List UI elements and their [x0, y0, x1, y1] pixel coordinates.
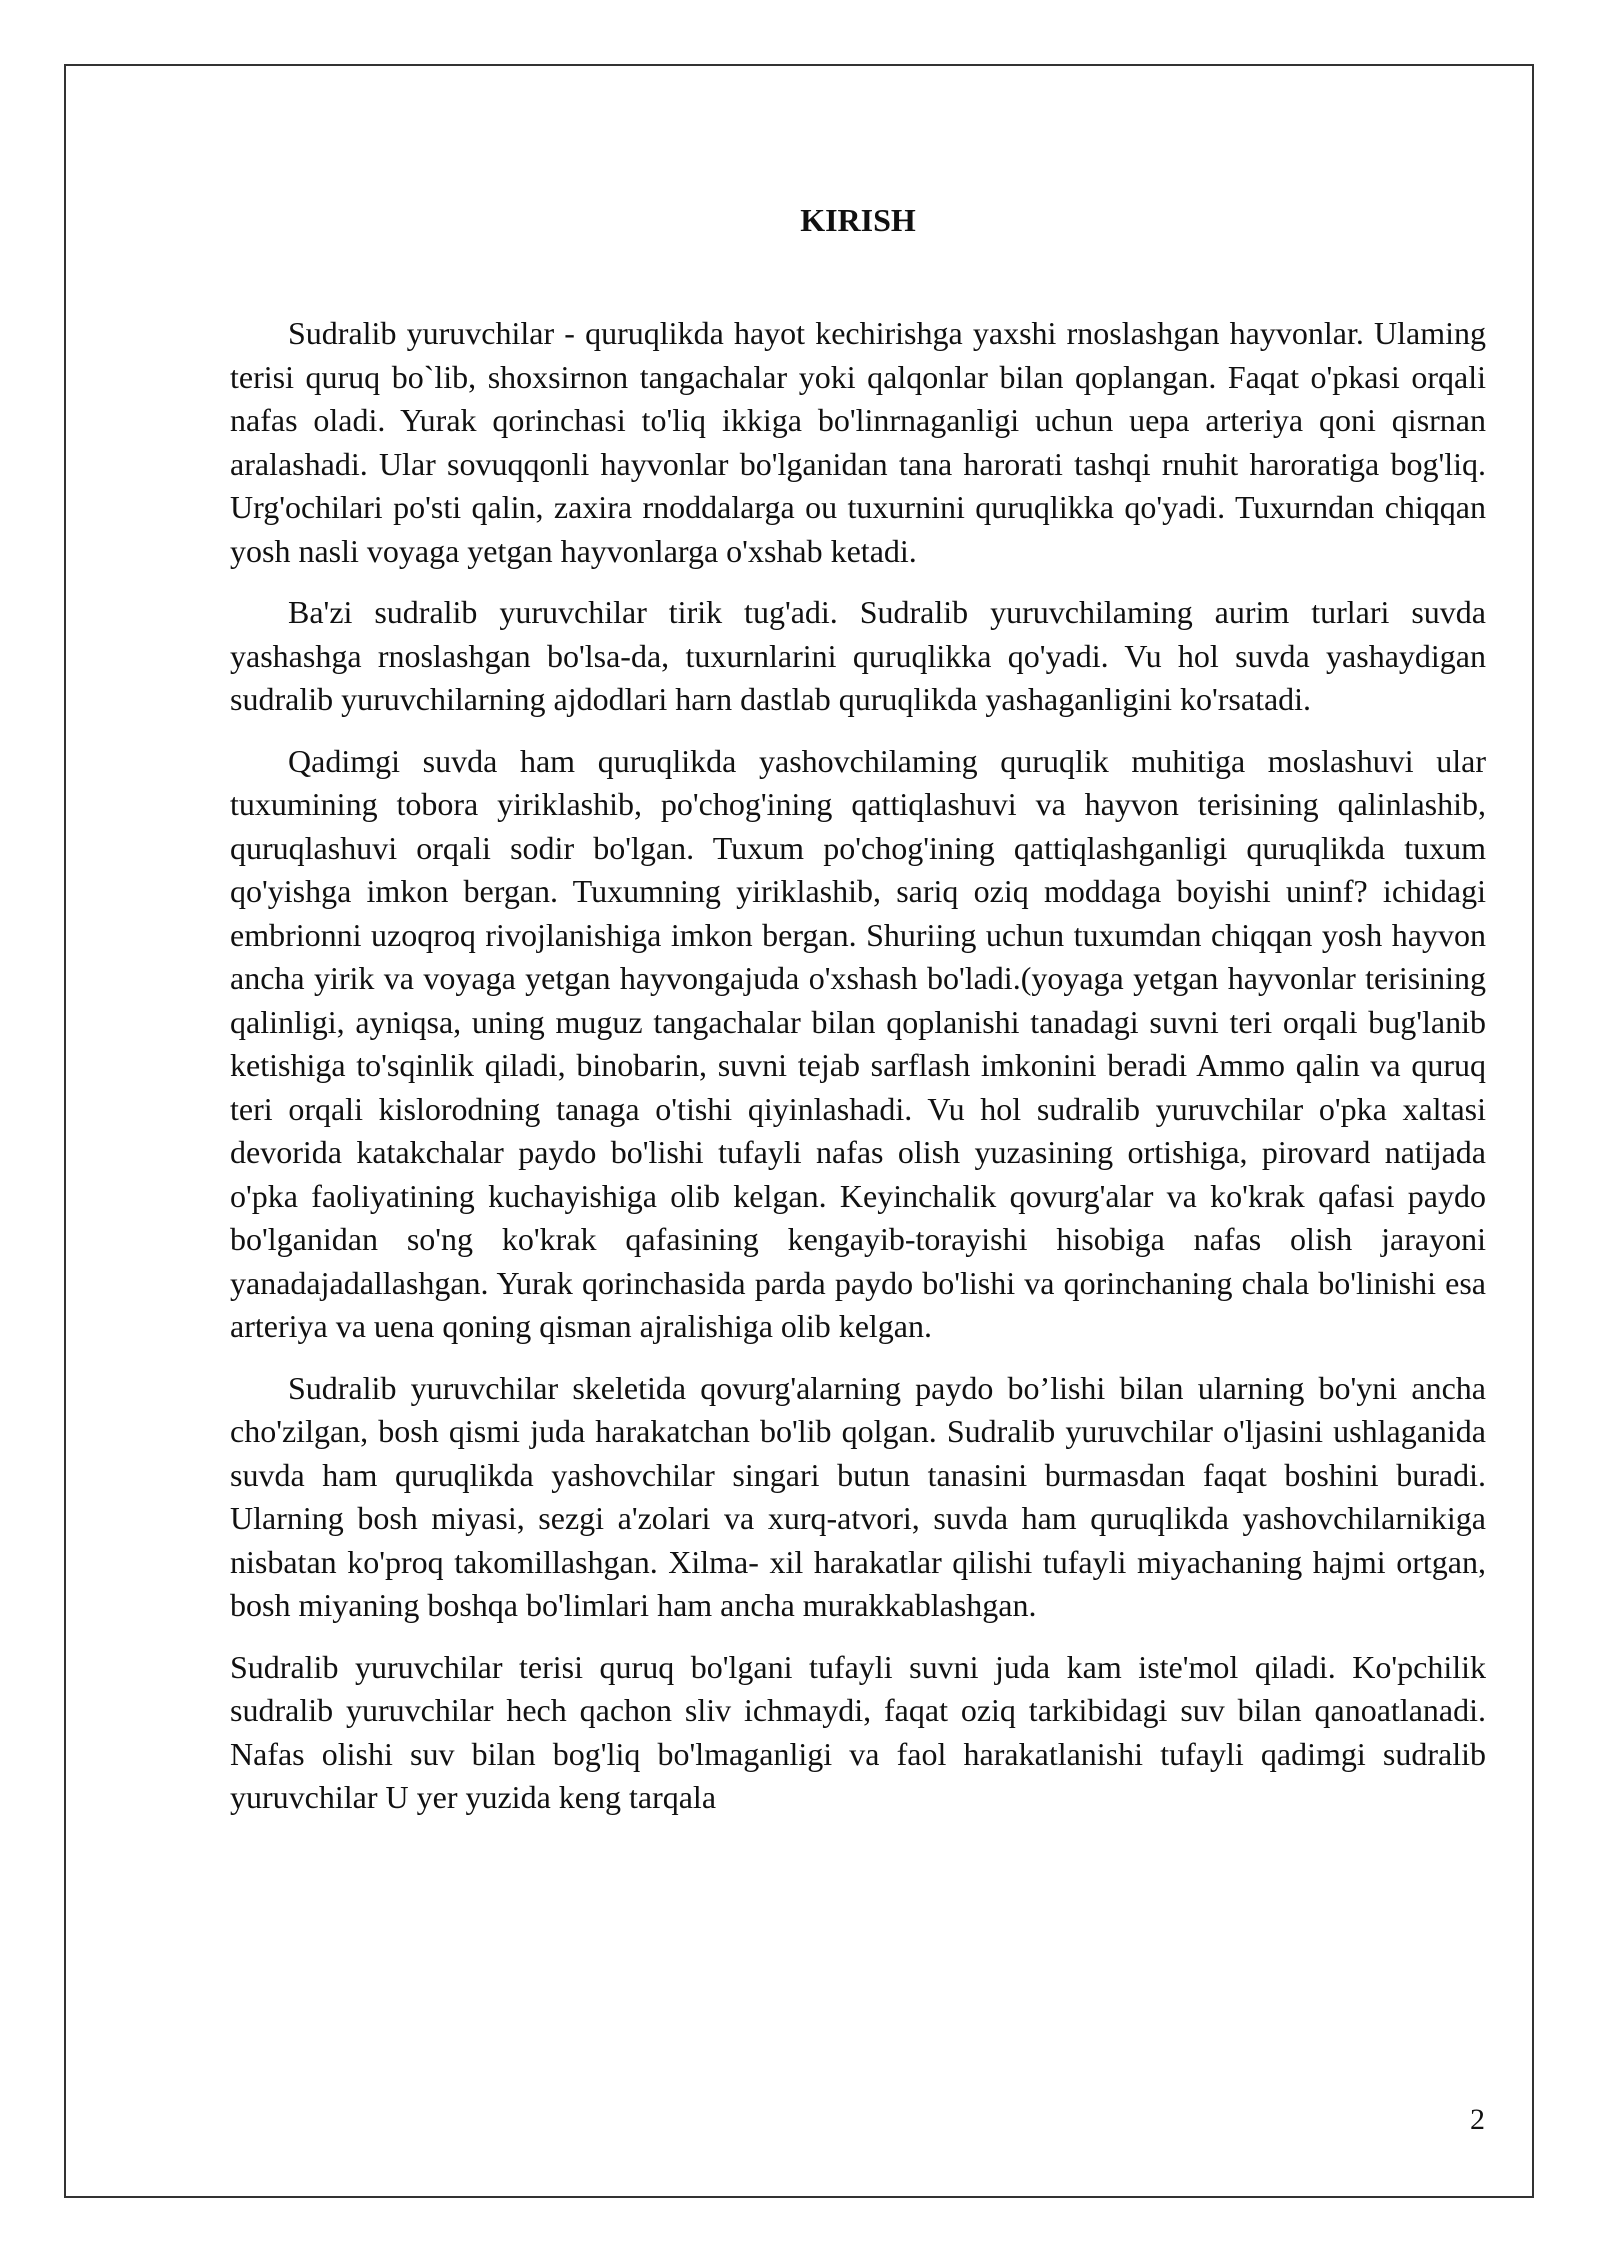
document-body — [230, 200, 1486, 1838]
paragraph-4: Sudralib yuruvchilar skeletida qovurg'alarning paydo bo’lishi bilan ularning bo'yni ancha cho'zilgan, bosh qismi juda harakatchan bo'lib qolgan. Sudralib yuruvchilar o'ljasini ushlaganida suvda ham quruqlikda yashovchilar singari butun tanasini burmasdan faqat boshini buradi. Ularning bosh miyasi, sezgi a'zolari va xurq-atvori, suvda ham quruqlikda yashovchilarnikiga nisbatan ko'proq takomillashgan. Xilma- xil harakatlar qilishi tufayli miyachaning hajmi ortgan, bosh miyaning boshqa bo'limlari ham ancha murakkablashgan. — [230, 1369, 1486, 1623]
page-title: KIRISH — [800, 202, 916, 238]
paragraph-3: Qadimgi suvda ham quruqlikda yashovchilaming quruqlik muhitiga moslashuvi ular tuxumining tobora yiriklashib, po'chog'ining qattiqlashuvi va hayvon terisining qalinlashib, quruqlashuvi orqali sodir bo'lgan. Tuxum po'chog'ining qattiqlashganligi quruqlikda tuxum qo'yishga imkon bergan. Tuxumning yiriklashib, sariq oziq moddaga boyishi uninf? ichidagi embrionni uzoqroq rivojlanishiga imkon bergan. Shuriing uchun tuxumdan chiqqan yosh hayvon ancha yirik va voyaga yetgan hayvongajuda o'xshash bo'ladi.(yoyaga yetgan hayvonlar terisining qalinligi, ayniqsa, uning muguz tangachalar bilan qoplanishi tanadagi suvni teri orqali bug'lanib ketishiga to'sqinlik qiladi, binobarin, suvni tejab sarflash imkonini beradi Ammo qalin va quruq teri orqali kislorodning tanaga o'tishi qiyinlashadi. Vu hol sudralib yuruvchilar o'pka xaltasi devorida katakchalar paydo bo'lishi tufayli nafas olish yuzasining ortishiga, pirovard natijada o'pka faoliyatining kuchayishiga olib kelgan. Keyinchalik qovurg'alar va ko'krak qafasi paydo bo'lganidan so'ng ko'krak qafasining kengayib-torayishi hisobiga nafas olish jarayoni yanadajadallashgan. Yurak qorinchasida parda paydo bo'lishi va qorinchaning chala bo'linishi esa arteriya va uena qoning qisman ajralishiga olib kelgan. — [230, 742, 1486, 1344]
page-number: 2 — [1470, 2103, 1485, 2136]
paragraph-5: Sudralib yuruvchilar terisi quruq bo'lgani tufayli suvni juda kam iste'mol qiladi. Ko'pchilik sudralib yuruvchilar hech qachon sliv ichmaydi, faqat oziq tarkibidagi suv bilan qanoatlanadi. Nafas olishi suv bilan bog'liq bo'lmaganligi va faol harakatlanishi tufayli qadimgi sudralib yuruvchilar U yer yuzida keng tarqala — [230, 1648, 1486, 1815]
paragraph-1: Sudralib yuruvchilar - quruqlikda hayot kechirishga yaxshi rnoslashgan hayvonlar. Ulaming terisi quruq bo`lib, shoxsirnon tangachalar yoki qalqonlar bilan qoplangan. Faqat o'pkasi orqali nafas oladi. Yurak qorinchasi to'liq ikkiga bo'linrnaganligi uchun uepa arteriya qoni qisrnan aralashadi. Ular sovuqqonli hayvonlar bo'lganidan tana harorati tashqi rnuhit haroratiga bog'liq. Urg'ochilari po'sti qalin, zaxira rnoddalarga ou tuxurnini quruqlikka qo'yadi. Tuxurndan chiqqan yosh nasli voyaga yetgan hayvonlarga o'xshab ketadi. — [230, 315, 1486, 569]
paragraph-2: Ba'zi sudralib yuruvchilar tirik tug'adi. Sudralib yuruvchilaming aurim turlari suvda yashashga rnoslashgan bo'lsa-da, tuxurnlarini quruqlikka qo'yadi. Vu hol suvda yashaydigan sudralib yuruvchilarning ajdodlari harn dastlab quruqlikda yashaganligini ko'rsatadi. — [230, 594, 1486, 717]
